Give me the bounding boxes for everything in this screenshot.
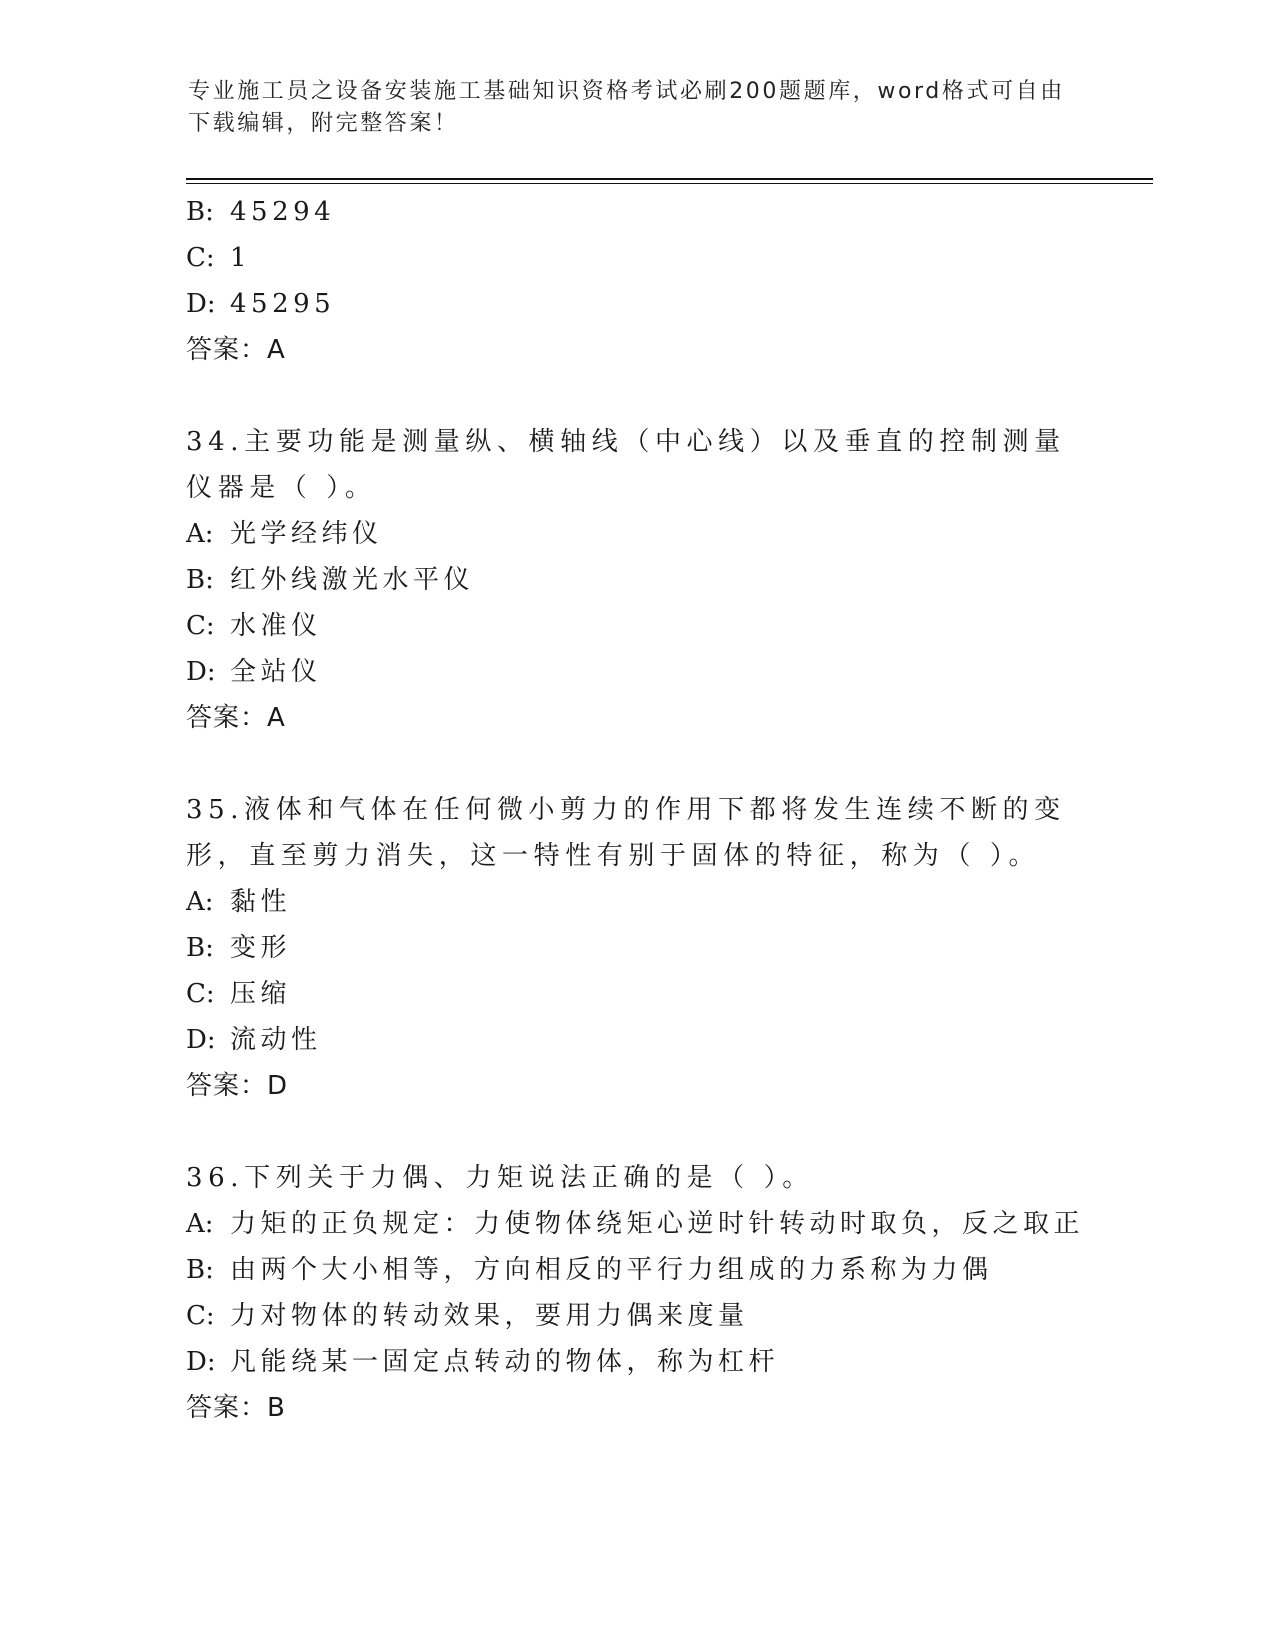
- option-c: C: 力对物体的转动效果，要用力偶来度量: [186, 1301, 749, 1331]
- question-list: [186, 189, 1086, 1431]
- option-c: C: 水准仪: [186, 611, 322, 641]
- question-36: [186, 1155, 1086, 1431]
- option-a: A: 黏性: [186, 887, 292, 917]
- option-c: C: 压缩: [186, 979, 292, 1009]
- option-a: A: 光学经纬仪: [186, 519, 383, 549]
- option-b: B: 45294: [186, 197, 336, 227]
- option-d: D: 凡能绕某一固定点转动的物体，称为杠杆: [186, 1347, 780, 1377]
- answer-line: 答案：B: [186, 1393, 286, 1423]
- header-divider-thin: [186, 183, 1153, 184]
- question-stem: 36.下列关于力偶、力矩说法正确的是（ ）。: [186, 1163, 814, 1193]
- option-b: B: 红外线激光水平仪: [186, 565, 475, 595]
- header-text: 专业施工员之设备安装施工基础知识资格考试必刷200题题库，word格式可自由下载编辑，附完整答案！: [188, 79, 1065, 136]
- answer-line: 答案：A: [186, 335, 286, 365]
- carryover-question: [186, 189, 1086, 373]
- question-stem: 35.液体和气体在任何微小剪力的作用下都将发生连续不断的变形，直至剪力消失，这一特性有别于固体的特征，称为（ ）。: [186, 795, 1066, 871]
- question-35: [186, 787, 1086, 1109]
- answer-line: 答案：D: [186, 1071, 289, 1101]
- header-divider-thick: [186, 178, 1153, 180]
- option-b: B: 变形: [186, 933, 292, 963]
- option-d: D: 流动性: [186, 1025, 322, 1055]
- document-header: [188, 76, 1068, 140]
- option-c: C: 1: [186, 243, 252, 273]
- question-34: [186, 419, 1086, 741]
- option-d: D: 全站仪: [186, 657, 322, 687]
- option-d: D: 45295: [186, 289, 336, 319]
- option-b: B: 由两个大小相等，方向相反的平行力组成的力系称为力偶: [186, 1255, 993, 1285]
- option-a: A: 力矩的正负规定：力使物体绕矩心逆时针转动时取负，反之取正: [186, 1209, 1085, 1239]
- answer-line: 答案：A: [186, 703, 286, 733]
- question-stem: 34.主要功能是测量纵、横轴线（中心线）以及垂直的控制测量仪器是（ ）。: [186, 427, 1066, 503]
